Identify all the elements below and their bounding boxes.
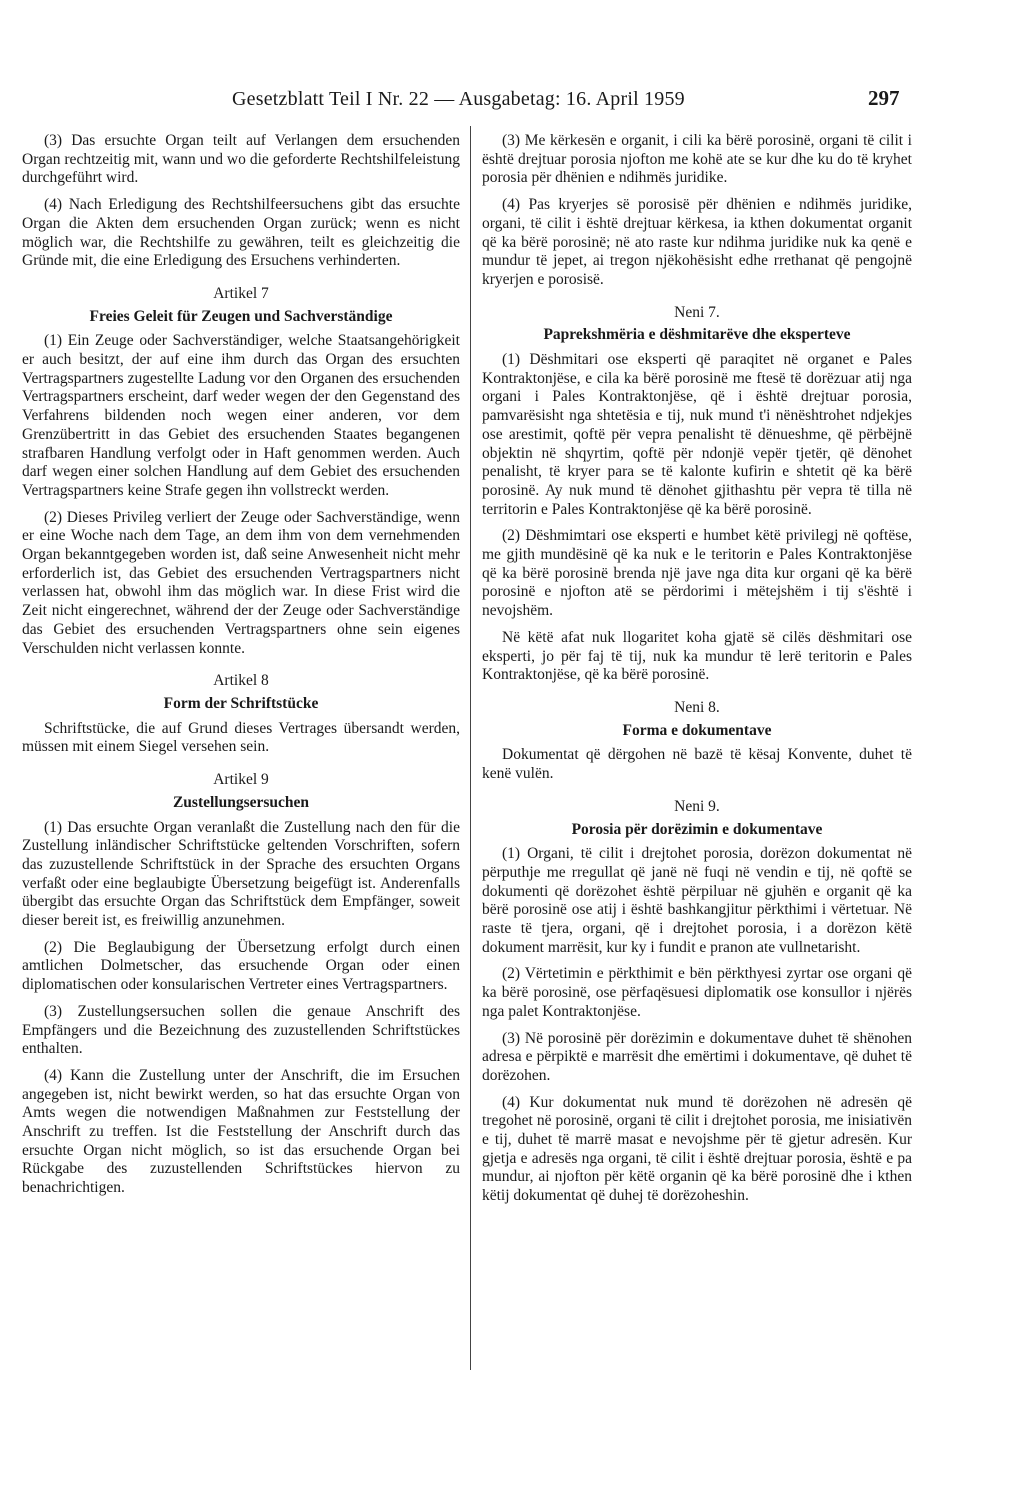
german-column <box>22 132 460 1206</box>
paragraph: (1) Dëshmitari ose eksperti që paraqitet në organet e Pales Kontraktonjëse, e cila ka bërë porosinë me ftesë të dorëzuar atij nga organi i Pales Kontraktonjëse, që i është drejtuar porosia, pamvarësisht nga shtetësia e tij, nuk mund t'i nënështrohet ndjekjes ose arestimit, qoftë për vepra penalisht të dënueshme, që përbëjnë objektin në shqyrtim, qoftë për ndonjë vepër tjetër, që dënohet penalisht, të kryer para se të kalonte kufirin e shtetit që ka bërë porosinë. Ay nuk mund të dënohet gjithashtu për vepra të tilla në territorin e Pales Kontraktonjëse që ka bërë porosinë. <box>482 351 912 518</box>
article-title: Freies Geleit für Zeugen und Sachverständige <box>89 307 393 325</box>
page-header <box>0 86 1024 116</box>
paragraph: (1) Das ersuchte Organ veranlaßt die Zustellung nach den für die Zustellung inländischer Schriftstücke geltenden Vorschriften, sofern das zuzustellende Schriftstück in der Sprache des ersuchten Organs verfaßt oder eine beglaubigte Übersetzung beigefügt ist. Anderenfalls übergibt das ersuchte Organ das Schriftstück dem Empfänger, soweit dieser bereit ist, es freiwillig anzunehmen. <box>22 818 460 930</box>
paragraph: (1) Organi, të cilit i drejtohet porosia, dorëzon dokumentat në përputhje me rregullat që janë në fuqi në vendin e tij, në qoftë se dokumenti që dorëzohet është përpiluar në gjuhën e organit që ka bërë porosinë ose atij i është bashkangjitur përkthimi i vërtetuar. Në raste të tjera, organi, që i drejtohet porosia, i a dorëzon këtë dokument marrësit, kur ky i fundit e pranon ate vullnetarisht. <box>482 845 912 956</box>
article-number: Neni 8. <box>674 698 720 716</box>
paragraph: Dokumentat që dërgohen në bazë të kësaj Konvente, duhet të kenë vulën. <box>482 746 912 783</box>
article-number: Neni 9. <box>674 797 720 815</box>
paragraph: (2) Die Beglaubigung der Übersetzung erfolgt durch einen amtlichen Dolmetscher, das ersuchende Organ oder einen diplomatischen oder konsularischen Vertreter eines Vertragspartners. <box>22 938 460 994</box>
article-title: Paprekshmëria e dëshmitarëve dhe eksperteve <box>543 326 851 344</box>
paragraph: (3) Në porosinë për dorëzimin e dokumentave duhet të shënohen adresa e përpiktë e marrësit dhe emërtimi i dokumentave, që duhet të dorëzohen. <box>482 1029 912 1084</box>
paragraph: (2) Dieses Privileg verliert der Zeuge oder Sachverständige, wenn er eine Woche nach dem Tage, an dem ihm von dem vernehmenden Organ bekanntgegeben worden ist, daß seine Anwesenheit nicht mehr erforderlich ist, das Gebiet des ersuchenden Vertragspartners nicht verlassen hat, obwohl ihm das möglich war. In diese Frist wird die Zeit nicht eingerechnet, während der der Zeuge oder Sachverständige das Gebiet des ersuchenden Vertragspartners ohne sein eigenes Verschulden nicht verlassen konnte. <box>22 508 460 657</box>
paragraph: (4) Kann die Zustellung unter der Anschrift, die im Ersuchen angegeben ist, nicht bewirkt werden, so hat das ersuchte Organ von Amts wegen die notwendigen Maßnahmen zur Feststellung der Anschrift zu treffen. Ist die Feststellung der Anschrift durch das ersuchte Organ nicht möglich, so ist das ersuchende Organ bei Rückgabe des zuzustellenden Schriftstückes hiervon zu benachrichtigen. <box>22 1066 460 1197</box>
paragraph: (3) Me kërkesën e organit, i cili ka bërë porosinë, organi të cilit i është drejtuar porosia njofton me kohë ate se kur dhe ku do të kryhet porosia për dhënien e ndihmës juridike. <box>482 132 912 187</box>
article-title: Form der Schriftstücke <box>163 694 319 712</box>
paragraph: (4) Kur dokumentat nuk mund të dorëzohen në adresën që tregohet në porosinë, organi të cilit i drejtohet porosia, me inisiativën e tij, duhet të marrë masat e nevojshme për të gjetur adresën. Kur gjetja e adresës nga organi, të cilit i është drejtuar porosia, është e pa mundur, ai njofton për këtë organin që ka bërë porosinë dhe i kthen këtij dokumentat që duhej të dorëzoheshin. <box>482 1093 912 1205</box>
article-number: Artikel 7 <box>213 284 269 302</box>
gazette-title: Gesetzblatt Teil I Nr. 22 — Ausgabetag: 16. April 1959 <box>232 88 685 110</box>
paragraph: (3) Zustellungsersuchen sollen die genaue Anschrift des Empfängers und die Bezeichnung des zuzustellenden Schriftstückes enthalten. <box>22 1002 460 1058</box>
article-number: Neni 7. <box>674 303 720 321</box>
paragraph: Schriftstücke, die auf Grund dieses Vertrages übersandt werden, müssen mit einem Siegel versehen sein. <box>22 719 460 756</box>
article-title: Forma e dokumentave <box>622 721 772 739</box>
article-title: Zustellungsersuchen <box>172 793 310 811</box>
paragraph: (4) Pas kryerjes së porosisë për dhënien e ndihmës juridike, organi, të cilit i është drejtuar kërkesa, ia kthen dokumentat organit që ka bërë porosinë; në ato raste kur ndihma juridike nuk ka qenë e mundur të jepet, ai tregon njëkohësisht edhe rrethanat që pengojnë kryerjen e porosisë. <box>482 196 912 288</box>
article-title: Porosia për dorëzimin e dokumentave <box>571 820 823 838</box>
article-number: Artikel 9 <box>213 771 269 789</box>
page-number: 297 <box>868 86 900 110</box>
paragraph: (1) Ein Zeuge oder Sachverständiger, welche Staatsangehörigkeit er auch besitzt, der auf eine ihm durch das Organ des ersuchten Vertragspartners zugestellte Ladung vor den Organen des ersuchenden Vertragspartners erscheint, darf weder wegen der den Gegenstand des Verfahrens bildenden noch wegen einer anderen, vor dem Grenzübertritt in das Gebiet des ersuchenden Staates begangenen strafbaren Handlung verfolgt oder in Haft genommen werden. Auch darf wegen einer solchen Handlung auf dem Gebiet des ersuchenden Vertragspartners keine Strafe gegen ihn vollstreckt werden. <box>22 332 460 499</box>
paragraph: (2) Vërtetimin e përkthimit e bën përkthyesi zyrtar ose organi që ka bërë porosinë, ose përfaqësuesi diplomatik ose konsullor i njërës nga palet Kontraktonjëse. <box>482 965 912 1020</box>
albanian-column <box>482 132 912 1214</box>
paragraph: Në këtë afat nuk llogaritet koha gjatë së cilës dëshmitari ose eksperti, jo për faj të tij, nuk ka mundur të lerë teritorin e Pales Kontraktonjëse, që ka bërë porosinë. <box>482 628 912 684</box>
paragraph: (3) Das ersuchte Organ teilt auf Verlangen dem ersuchenden Organ rechtzeitig mit, wann und wo die geforderte Rechtshilfeleistung durchgeführt wird. <box>22 132 460 187</box>
paragraph: (4) Nach Erledigung des Rechtshilfeersuchens gibt das ersuchte Organ die Akten dem ersuchenden Organ zurück; wenn es nicht möglich war, die Rechtshilfe zu gewähren, teilt es gleichzeitig die Gründe mit, die eine Erledigung des Ersuchens verhinderten. <box>22 196 460 270</box>
paragraph: (2) Dëshmimtari ose eksperti e humbet këtë privilegj në qoftëse, me gjith mundësinë që ka nuk e le teritorin e Pales Kontraktonjëse që ka bërë porosinë brenda një jave nga dita kur organi që ka bërë porosinë e njofton atë se përdorimi i mëtejshëm i tij s'është i nevojshëm. <box>482 527 912 620</box>
article-number: Artikel 8 <box>213 672 269 690</box>
column-divider <box>470 126 471 1370</box>
